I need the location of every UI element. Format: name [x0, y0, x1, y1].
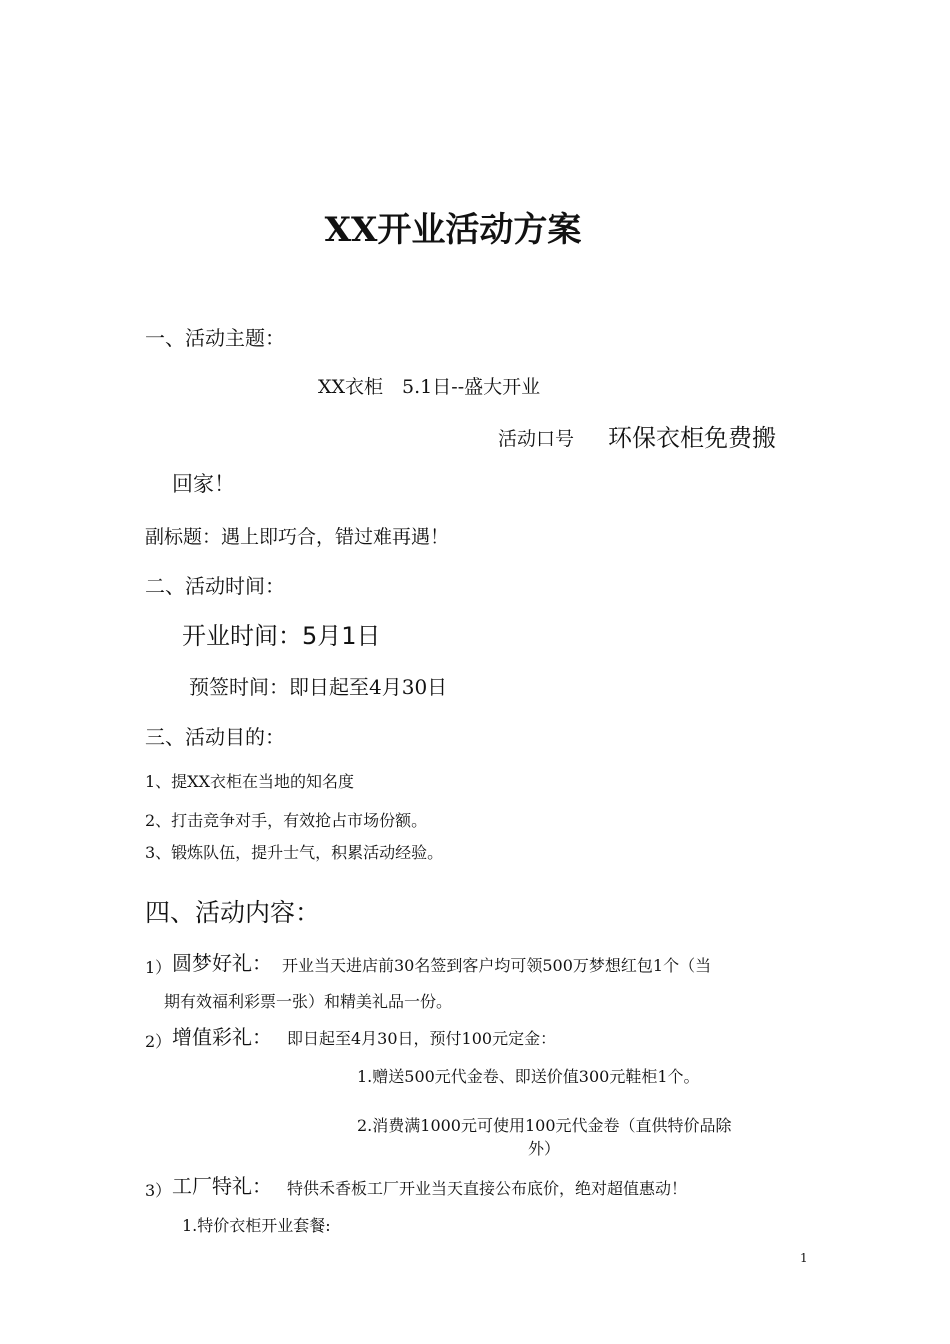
- content-item-number: 3）: [145, 1181, 172, 1200]
- content-item-number: 1）: [145, 958, 172, 977]
- content-item-number: 2）: [145, 1032, 172, 1051]
- section-heading-goal: 三、活动目的：: [145, 725, 285, 749]
- section-heading-theme: 一、活动主题：: [145, 326, 285, 350]
- content-item-label: 圆梦好礼：: [172, 951, 272, 975]
- theme-main-line: XX衣柜 5.1日--盛大开业: [318, 376, 541, 398]
- content-item-label: 工厂特礼：: [172, 1174, 272, 1198]
- slogan-main: 环保衣柜免费搬: [608, 424, 776, 452]
- content-sub-item: 1.特价衣柜开业套餐:: [182, 1216, 331, 1235]
- goal-item: 2、打击竞争对手，有效抢占市场份额。: [145, 811, 428, 830]
- subtitle-line: 副标题：遇上即巧合，错过难再遇！: [145, 526, 450, 548]
- goal-item: 3、锻炼队伍，提升士气，积累活动经验。: [145, 843, 444, 862]
- content-item-text-continued: 期有效福利彩票一张）和精美礼品一份。: [164, 992, 453, 1011]
- opening-time: 开业时间：5月1日: [182, 622, 381, 650]
- content-item-text: 开业当天进店前30名签到客户均可领500万梦想红包1个（当: [282, 956, 712, 975]
- goal-item: 1、提XX衣柜在当地的知名度: [145, 772, 354, 791]
- content-sub-item: 外）: [528, 1139, 561, 1158]
- content-sub-item: 2.消费满1000元可使用100元代金卷（直供特价品除: [357, 1116, 732, 1135]
- slogan-prefix: 活动口号: [498, 428, 575, 450]
- content-item-text: 特供禾香板工厂开业当天直接公布底价，绝对超值惠动！: [287, 1179, 688, 1198]
- content-item-text: 即日起至4月30日，预付100元定金：: [287, 1029, 557, 1048]
- content-sub-item: 1.赠送500元代金卷、即送价值300元鞋柜1个。: [357, 1067, 700, 1086]
- section-heading-content: 四、活动内容：: [145, 898, 321, 927]
- section-heading-time: 二、活动时间：: [145, 574, 285, 598]
- content-item-label: 增值彩礼：: [172, 1025, 272, 1049]
- slogan-tail: 回家！: [172, 472, 235, 496]
- presign-time: 预签时间：即日起至4月30日: [189, 675, 448, 699]
- page-number: 1: [800, 1251, 808, 1265]
- document-title: XX开业活动方案: [324, 210, 582, 250]
